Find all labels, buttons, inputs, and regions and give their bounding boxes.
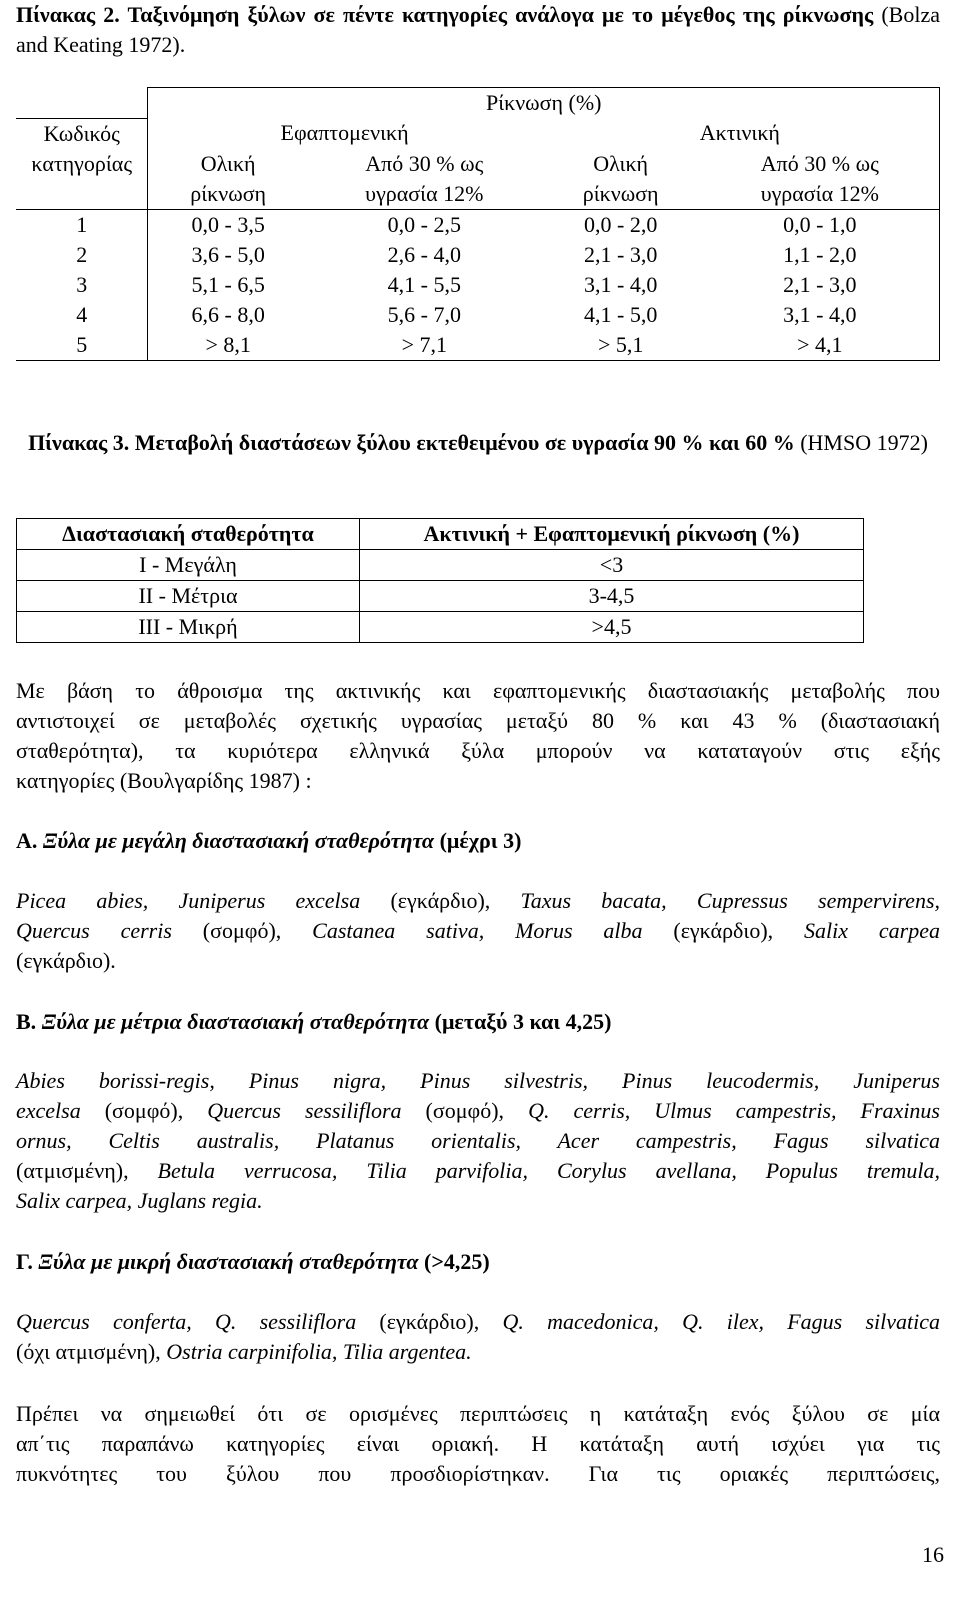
text-fragment: (σομφό), (171, 918, 313, 943)
section-a-range: (μέχρι 3) (434, 828, 522, 853)
text-line: Πρέπει να σημειωθεί ότι σε ορισμένες περιπτώσεις η κατάταξη ενός ξύλου σε μία (16, 1401, 940, 1426)
table-cell: II - Μέτρια (17, 581, 360, 612)
text-fragment: (ατμισμένη), (16, 1158, 158, 1183)
text-line: πυκνότητες του ξύλου που προσδιορίστηκαν. Για τις οριακές περιπτώσεις, (16, 1461, 940, 1486)
table-cell: > 8,1 (148, 330, 308, 361)
radial-total-header-2: ρίκνωση (541, 179, 701, 210)
species-name: Salix carpea (804, 918, 940, 943)
radial-from-header-2: υγρασία 12% (701, 179, 940, 210)
species-name: excelsa (16, 1098, 81, 1123)
text-line: κατηγορίες (Βουλγαρίδης 1987) : (16, 768, 312, 793)
closing-paragraph (16, 1399, 940, 1489)
table-cell: 5 (16, 330, 148, 361)
text-line (16, 1126, 940, 1156)
section-c-letter: Γ. (16, 1249, 33, 1274)
table-row (16, 330, 940, 361)
section-a-title: Ξύλα με μεγάλη διαστασιακή σταθερότητα (37, 828, 435, 853)
table-cell: III - Μικρή (17, 612, 360, 643)
table-cell: I - Μεγάλη (17, 550, 360, 581)
species-name: Quercus sessiliflora (207, 1098, 402, 1123)
section-b-title: Ξύλα με μέτρια διαστασιακή σταθερότητα (36, 1009, 430, 1034)
species-name: Quercus cerris (16, 918, 172, 943)
section-b-species (16, 1066, 940, 1216)
table-row (16, 300, 940, 330)
table-cell: 3,1 - 4,0 (701, 300, 940, 330)
tangential-from-header: Από 30 % ως (365, 150, 484, 176)
text-line (16, 1337, 940, 1367)
intro-paragraph (16, 676, 940, 796)
text-fragment: (σομφό), (80, 1098, 208, 1123)
text-line: αντιστοιχεί σε μεταβολές σχετικής υγρασίας μεταξύ 80 % και 43 % (διαστασιακή (16, 708, 940, 733)
tangential-total-header-2: ρίκνωση (148, 179, 308, 210)
table-cell: 1,1 - 2,0 (701, 240, 940, 270)
section-a-heading (16, 826, 521, 856)
text-fragment: (όχι ατμισμένη), (16, 1339, 167, 1364)
table-cell: 5,1 - 6,5 (148, 270, 308, 300)
shrinkage-header: Ρίκνωση (%) (148, 88, 940, 119)
stability-table (16, 518, 864, 643)
species-name: Q. macedonica, Q. ilex, Fagus silvatica (502, 1309, 940, 1334)
section-b-letter: Β. (16, 1009, 37, 1034)
table-cell: >4,5 (360, 612, 864, 643)
shrinkage-sum-col-header: Ακτινική + Εφαπτομενική ρίκνωση (%) (360, 519, 864, 550)
table-cell: 5,6 - 7,0 (387, 301, 461, 327)
text-line (16, 1096, 940, 1126)
section-b-range: (μεταξύ 3 και 4,25) (429, 1009, 612, 1034)
species-name: Abies borissi-regis, Pinus nigra, Pinus silvestris, Pinus leucodermis, Juniperus (16, 1068, 940, 1093)
radial-header: Ακτινική (541, 118, 940, 149)
table2-caption-ref: (Bolza and Keating 1972). (16, 2, 940, 57)
text-fragment: (εγκάρδιο), (642, 918, 805, 943)
species-name: Quercus conferta, Q. sessiliflora (16, 1309, 357, 1334)
code-header-line2: κατηγορίας (31, 150, 133, 176)
species-name: Taxus bacata, Cupressus sempervirens, (520, 888, 941, 913)
radial-total-header: Ολική (593, 150, 649, 176)
text-fragment: (εγκάρδιο), (356, 1309, 503, 1334)
species-name: Q. cerris, Ulmus campestris, Fraxinus (528, 1098, 940, 1123)
section-c-heading (16, 1247, 490, 1277)
table-row (16, 270, 940, 300)
table2-caption-label: Πίνακας 2. (16, 2, 120, 27)
table3-caption (16, 428, 940, 458)
section-c-range: (>4,25) (418, 1249, 490, 1274)
table-row (17, 550, 864, 581)
text-line (16, 916, 940, 946)
table-cell: 1 (76, 211, 88, 237)
table-cell: 3 (76, 271, 88, 297)
section-c-species (16, 1307, 940, 1367)
table-cell: 4,1 - 5,0 (584, 301, 658, 327)
text-fragment: (σομφό), (401, 1098, 529, 1123)
table-cell: 2,6 - 4,0 (387, 241, 461, 267)
text-fragment: (εγκάρδιο), (360, 888, 521, 913)
text-line: Με βάση το άθροισμα της ακτινικής και εφαπτομενικής διαστασιακής μεταβολής που (16, 678, 940, 703)
table-cell: 4,1 - 5,5 (387, 271, 461, 297)
table-cell: <3 (360, 550, 864, 581)
species-name: Picea abies, Juniperus excelsa (16, 888, 361, 913)
table3-caption-ref: (HMSO 1972) (794, 430, 928, 455)
tangential-header: Εφαπτομενική (148, 118, 541, 149)
species-name: Castanea sativa, Morus alba (312, 918, 643, 943)
species-name: ornus, Celtis australis, Platanus orientalis, Acer campestris, Fagus silvatica (16, 1128, 940, 1153)
text-line (16, 946, 940, 976)
table-cell: 3,6 - 5,0 (148, 240, 308, 270)
stability-col-header: Διαστασιακή σταθερότητα (17, 519, 360, 550)
radial-from-header: Από 30 % ως (701, 149, 940, 179)
table-row (16, 240, 940, 270)
table-row (17, 612, 864, 643)
text-line: απ΄τις παραπάνω κατηγορίες είναι οριακή. Η κατάταξη αυτή ισχύει για τις (16, 1431, 940, 1456)
table-cell: 3,1 - 4,0 (584, 271, 658, 297)
species-name: Salix carpea, Juglans regia. (16, 1188, 263, 1213)
shrinkage-table (16, 87, 940, 361)
table-cell: 0,0 - 2,5 (387, 211, 461, 237)
table-cell: > 7,1 (308, 330, 541, 361)
code-header-line1: Κωδικός (43, 120, 120, 146)
section-b-heading (16, 1007, 611, 1037)
table-cell: > 5,1 (541, 330, 701, 361)
text-line (16, 1186, 940, 1216)
text-line (16, 886, 940, 916)
text-line (16, 1307, 940, 1337)
text-fragment: (εγκάρδιο). (16, 948, 116, 973)
table-cell: > 4,1 (701, 330, 940, 361)
section-a-letter: Α. (16, 828, 38, 853)
text-line (16, 1066, 940, 1096)
table-cell: 0,0 - 1,0 (701, 209, 940, 240)
table-row (16, 209, 940, 240)
table2-caption (16, 0, 940, 60)
text-line: σταθερότητα), τα κυριότερα ελληνικά ξύλα μπορούν να καταταγούν στις εξής (16, 738, 940, 763)
section-c-title: Ξύλα με μικρή διαστασιακή σταθερότητα (32, 1249, 419, 1274)
tangential-total-header: Ολική (148, 149, 308, 179)
table-row (17, 581, 864, 612)
text-line (16, 1156, 940, 1186)
table-cell: 2,1 - 3,0 (584, 241, 658, 267)
table3-caption-text: Πίνακας 3. Μεταβολή διαστάσεων ξύλου εκτεθειμένου σε υγρασία 90 % και 60 % (28, 430, 795, 455)
section-a-species (16, 886, 940, 976)
table-cell: 2,1 - 3,0 (701, 270, 940, 300)
table-cell: 4 (76, 301, 88, 327)
table-cell: 3-4,5 (360, 581, 864, 612)
page-number: 16 (922, 1542, 944, 1567)
species-name: Ostria carpinifolia, Tilia argentea. (166, 1339, 472, 1364)
species-name: Betula verrucosa, Tilia parvifolia, Corylus avellana, Populus tremula, (157, 1158, 941, 1183)
tangential-from-header-2: υγρασία 12% (308, 179, 541, 210)
table-cell: 0,0 - 2,0 (584, 211, 658, 237)
table2-caption-text: Ταξινόμηση ξύλων σε πέντε κατηγορίες ανάλογα με το μέγεθος της ρίκνωσης (119, 2, 874, 27)
table-cell: 6,6 - 8,0 (148, 300, 308, 330)
table-cell: 0,0 - 3,5 (148, 209, 308, 240)
table-cell: 2 (76, 241, 88, 267)
